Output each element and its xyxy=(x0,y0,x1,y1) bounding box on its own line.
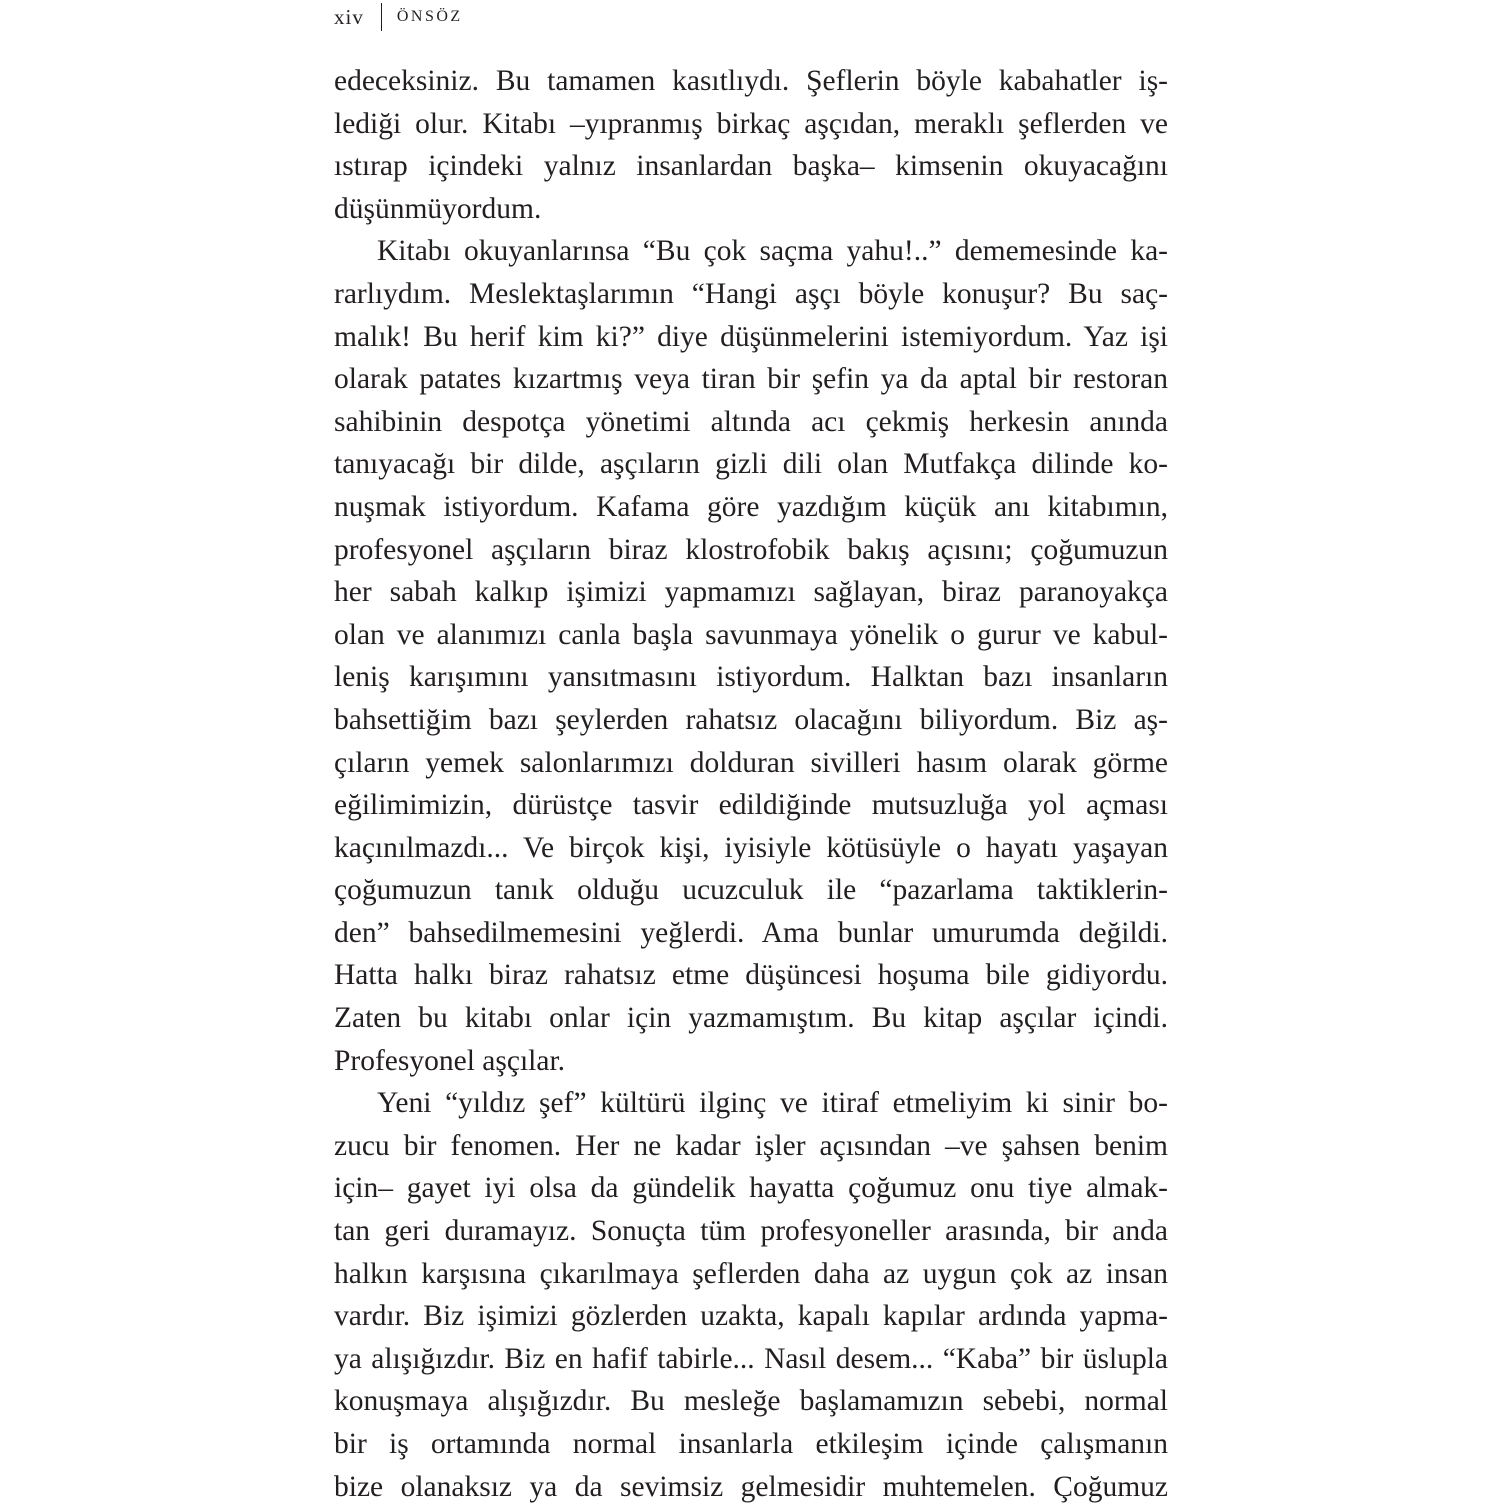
text-line: düşünmüyordum. xyxy=(334,192,542,225)
text-line: Hatta halkı biraz rahatsız etme düşüncesi hoşuma bile gidiyordu. xyxy=(334,959,1168,992)
page-number: xiv xyxy=(334,4,364,29)
text-line: leniş karışımını yansıtmasını istiyordum. Halktan bazı insanların xyxy=(334,661,1168,694)
text-line: malık! Bu herif kim ki?” diye düşünmelerini istemiyordum. Yaz işi xyxy=(334,320,1168,353)
text-line: Yeni “yıldız şef” kültürü ilginç ve itiraf etmeliyim ki sinir bo- xyxy=(377,1087,1168,1120)
text-line: bize olanaksız ya da sevimsiz gelmesidir muhtemelen. Çoğumuz xyxy=(334,1470,1168,1503)
header-divider xyxy=(381,3,382,31)
text-line: için– gayet iyi olsa da gündelik hayatta çoğumuz onu tiye almak- xyxy=(334,1172,1168,1205)
text-line: kaçınılmazdı... Ve birçok kişi, iyisiyle kötüsüyle o hayatı yaşayan xyxy=(334,831,1168,864)
text-line: çıların yemek salonlarımızı dolduran sivilleri hasım olarak görme xyxy=(334,746,1168,779)
text-line: olan ve alanımızı canla başla savunmaya yönelik o gurur ve kabul- xyxy=(334,618,1168,651)
text-line: profesyonel aşçıların biraz klostrofobik bakış açısını; çoğumuzun xyxy=(334,533,1168,566)
text-line: çoğumuzun tanık olduğu ucuzculuk ile “pazarlama taktiklerin- xyxy=(334,874,1168,907)
text-line: den” bahsedilmemesini yeğlerdi. Ama bunlar umurumda değildi. xyxy=(334,916,1168,949)
text-line: sahibinin despotça yönetimi altında acı çekmiş herkesin anında xyxy=(334,405,1168,438)
text-line: vardır. Biz işimizi gözlerden uzakta, kapalı kapılar ardında yapma- xyxy=(334,1300,1168,1333)
text-line: edeceksiniz. Bu tamamen kasıtlıydı. Şeflerin böyle kabahatler iş- xyxy=(334,65,1168,97)
text-line: zucu bir fenomen. Her ne kadar işler açısından –ve şahsen benim xyxy=(334,1129,1168,1162)
text-line: ya alışığızdır. Biz en hafif tabirle... Nasıl desem... “Kaba” bir üslupla xyxy=(334,1342,1168,1375)
text-line: olarak patates kızartmış veya tiran bir şefin ya da aptal bir restoran xyxy=(334,363,1168,396)
text-line: Profesyonel aşçılar. xyxy=(334,1044,566,1077)
text-line: tanıyacağı bir dilde, aşçıların gizli dili olan Mutfakça dilinde ko- xyxy=(334,448,1168,481)
section-title: ÖNSÖZ xyxy=(396,8,463,25)
text-line: rarlıydım. Meslektaşlarımın “Hangi aşçı böyle konuşur? Bu saç- xyxy=(334,277,1168,310)
text-line: ıstırap içindeki yalnız insanlardan başka– kimsenin okuyacağını xyxy=(334,150,1168,183)
text-line: her sabah kalkıp işimizi yapmamızı sağlayan, biraz paranoyakça xyxy=(334,576,1168,609)
text-line: eğilimimizin, dürüstçe tasvir edildiğinde mutsuzluğa yol açması xyxy=(334,789,1168,822)
text-line: tan geri duramayız. Sonuçta tüm profesyoneller arasında, bir anda xyxy=(334,1215,1168,1248)
text-line: bahsettiğim bazı şeylerden rahatsız olacağını biliyordum. Biz aş- xyxy=(334,703,1168,736)
running-head xyxy=(334,4,463,30)
text-line: Kitabı okuyanlarınsa “Bu çok saçma yahu!..” dememesinde ka- xyxy=(377,235,1168,268)
text-line: konuşmaya alışığızdır. Bu mesleğe başlamamızın sebebi, normal xyxy=(334,1385,1168,1418)
text-line: lediği olur. Kitabı –yıpranmış birkaç aşçıdan, meraklı şeflerden ve xyxy=(334,107,1168,140)
text-line: nuşmak istiyordum. Kafama göre yazdığım küçük anı kitabımın, xyxy=(334,490,1168,523)
text-line: halkın karşısına çıkarılmaya şeflerden daha az uygun çok az insan xyxy=(334,1257,1168,1290)
text-line: Zaten bu kitabı onlar için yazmamıştım. Bu kitap aşçılar içindi. xyxy=(334,1002,1168,1035)
text-line: bir iş ortamında normal insanlarla etkileşim içinde çalışmanın xyxy=(334,1428,1168,1460)
body-text xyxy=(334,60,1168,1508)
